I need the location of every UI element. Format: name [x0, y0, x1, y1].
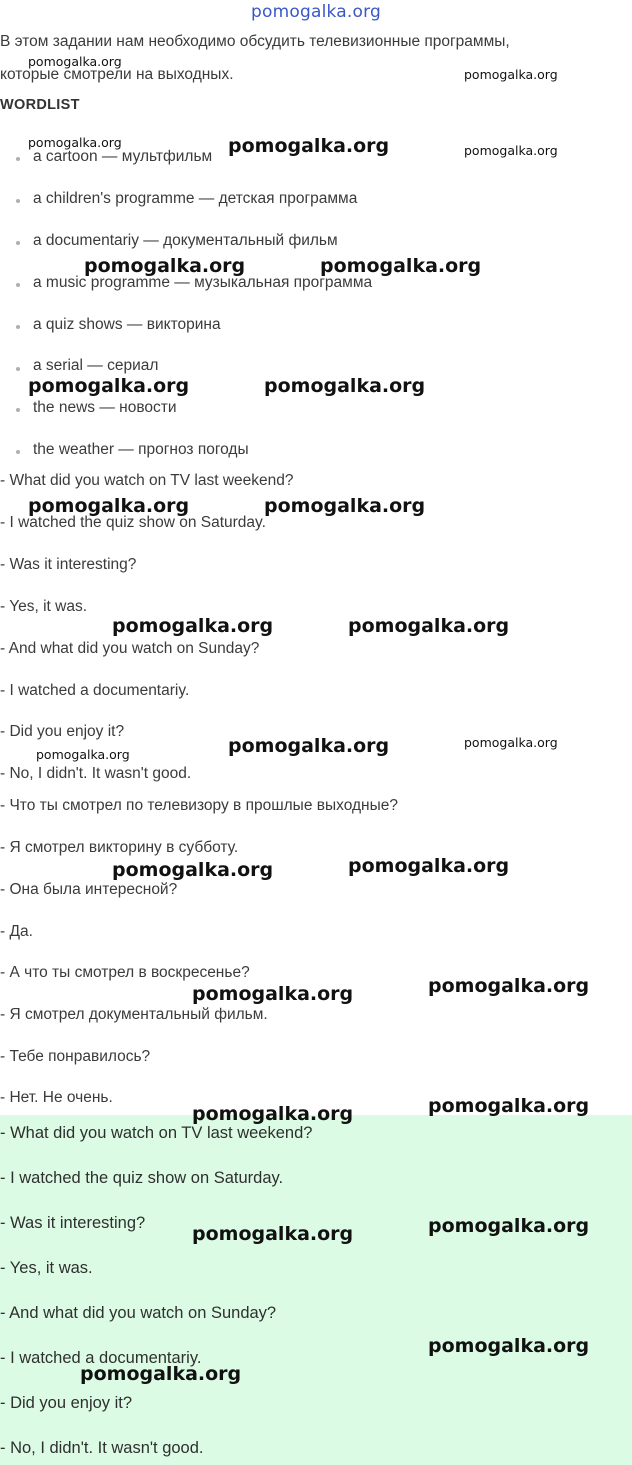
watermark: pomogalka.org: [28, 54, 122, 69]
watermark: pomogalka.org: [28, 495, 190, 517]
dialogue-line: - Да.: [0, 923, 33, 940]
watermark: pomogalka.org: [84, 255, 246, 277]
dialogue-line: - No, I didn't. It wasn't good.: [0, 765, 192, 782]
wordlist-item: a serial — сериал: [33, 357, 159, 374]
watermark: pomogalka.org: [80, 1363, 242, 1385]
watermark: pomogalka.org: [464, 143, 558, 158]
bullet-icon: [16, 241, 20, 245]
dialogue-line: - I watched the quiz show on Saturday.: [0, 514, 266, 531]
watermark: pomogalka.org: [36, 747, 130, 762]
bullet-icon: [16, 367, 20, 371]
wordlist-item: the news — новости: [33, 399, 177, 416]
watermark: pomogalka.org: [112, 859, 274, 881]
intro-line-1: В этом задании нам необходимо обсудить телевизионные программы,: [0, 33, 510, 50]
answer-line: - I watched the quiz show on Saturday.: [0, 1169, 284, 1187]
watermark: pomogalka.org: [428, 1095, 590, 1117]
watermark: pomogalka.org: [264, 495, 426, 517]
site-header-link[interactable]: pomogalka.org: [251, 2, 381, 22]
dialogue-line: - Тебе понравилось?: [0, 1048, 151, 1065]
watermark: pomogalka.org: [264, 375, 426, 397]
dialogue-line: - Я смотрел документальный фильм.: [0, 1006, 268, 1023]
watermark: pomogalka.org: [192, 1103, 354, 1125]
answer-line: - What did you watch on TV last weekend?: [0, 1124, 313, 1142]
dialogue-line: - Нет. Не очень.: [0, 1089, 113, 1106]
bullet-icon: [16, 408, 20, 412]
watermark: pomogalka.org: [348, 615, 510, 637]
watermark: pomogalka.org: [28, 375, 190, 397]
dialogue-line: - Yes, it was.: [0, 598, 88, 615]
wordlist-item: the weather — прогноз погоды: [33, 441, 249, 458]
dialogue-line: - А что ты смотрел в воскресенье?: [0, 964, 250, 981]
dialogue-line: - Я смотрел викторину в субботу.: [0, 839, 239, 856]
bullet-icon: [16, 157, 20, 161]
watermark: pomogalka.org: [192, 983, 354, 1005]
dialogue-line: - Was it interesting?: [0, 556, 137, 573]
answer-line: - And what did you watch on Sunday?: [0, 1304, 277, 1322]
bullet-icon: [16, 199, 20, 203]
dialogue-line: - Did you enjoy it?: [0, 723, 125, 740]
answer-line: - No, I didn't. It wasn't good.: [0, 1439, 204, 1457]
dialogue-line: - Она была интересной?: [0, 881, 178, 898]
wordlist-item: a quiz shows — викторина: [33, 316, 221, 333]
answer-line: - Did you enjoy it?: [0, 1394, 133, 1412]
watermark: pomogalka.org: [348, 855, 510, 877]
wordlist-item: a children's programme — детская программа: [33, 190, 358, 207]
wordlist-item: a music programme — музыкальная программа: [33, 274, 373, 291]
watermark: pomogalka.org: [28, 135, 122, 150]
wordlist-title: WORDLIST: [0, 97, 80, 113]
bullet-icon: [16, 325, 20, 329]
watermark: pomogalka.org: [112, 615, 274, 637]
wordlist-item: a documentariy — документальный фильм: [33, 232, 338, 249]
answer-line: - Was it interesting?: [0, 1214, 146, 1232]
answer-line: - Yes, it was.: [0, 1259, 93, 1277]
bullet-icon: [16, 283, 20, 287]
answer-line: - I watched a documentariy.: [0, 1349, 202, 1367]
watermark: pomogalka.org: [228, 135, 390, 157]
watermark: pomogalka.org: [320, 255, 482, 277]
dialogue-line: - What did you watch on TV last weekend?: [0, 472, 294, 489]
watermark: pomogalka.org: [192, 1223, 354, 1245]
watermark: pomogalka.org: [428, 1335, 590, 1357]
watermark: pomogalka.org: [228, 735, 390, 757]
watermark: pomogalka.org: [464, 67, 558, 82]
dialogue-line: - And what did you watch on Sunday?: [0, 640, 260, 657]
watermark: pomogalka.org: [464, 735, 558, 750]
dialogue-line: - Что ты смотрел по телевизору в прошлые выходные?: [0, 797, 398, 814]
watermark: pomogalka.org: [428, 975, 590, 997]
watermark: pomogalka.org: [428, 1215, 590, 1237]
intro-line-2: которые смотрели на выходных.: [0, 66, 234, 83]
wordlist-item: a cartoon — мультфильм: [33, 148, 213, 165]
bullet-icon: [16, 450, 20, 454]
dialogue-line: - I watched a documentariy.: [0, 682, 190, 699]
